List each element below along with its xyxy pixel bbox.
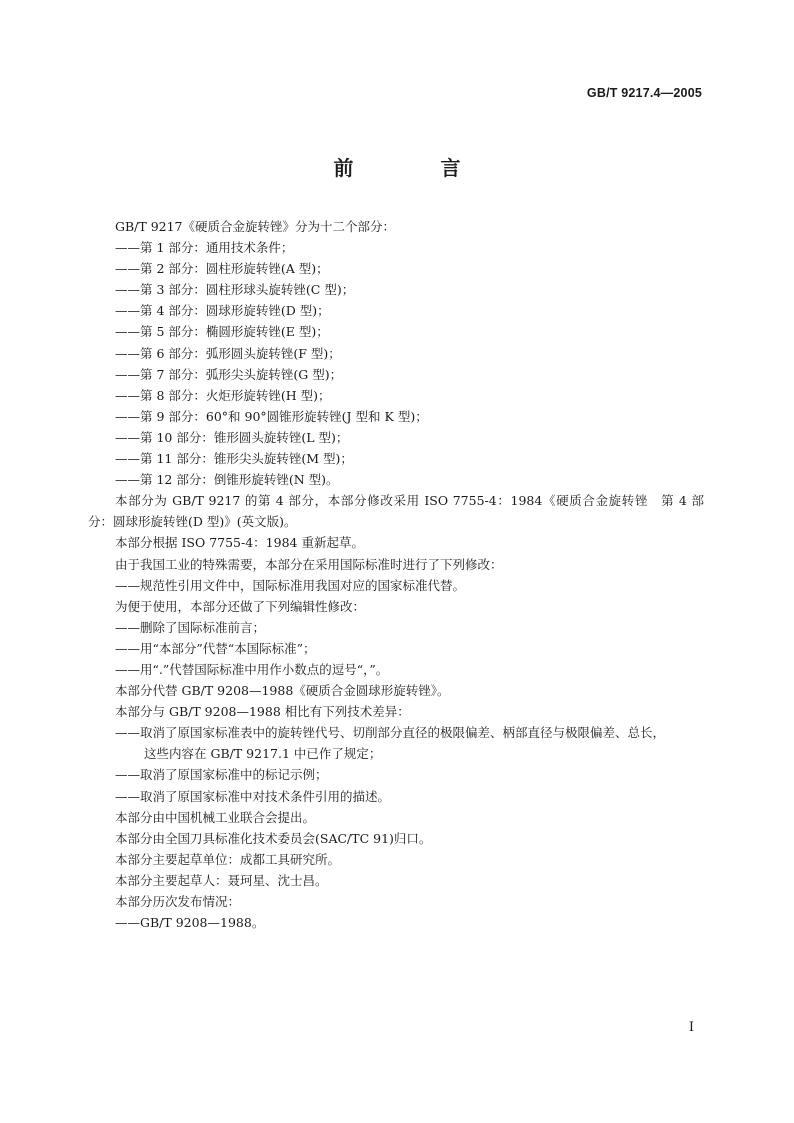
list-item: ——第 6 部分：弧形圆头旋转锉(F 型)； <box>115 345 341 361</box>
paragraph: 本部分代替 GB/T 9208—1988《硬质合金圆球形旋转锉》。 <box>115 683 450 699</box>
paragraph: 本部分由全国刀具标准化技术委员会(SAC/TC 91)归口。 <box>115 830 432 846</box>
paragraph: 本部分历次发布情况： <box>115 894 241 909</box>
paragraph: 本部分根据 ISO 7755-4：1984 重新起草。 <box>115 535 364 551</box>
page-title: 前 言 <box>333 156 501 180</box>
list-item: ——取消了原国家标准中对技术条件引用的描述。 <box>115 788 391 804</box>
list-item: ——第 3 部分：圆柱形球头旋转锉(C 型)； <box>115 282 355 298</box>
list-item: ——取消了原国家标准中的标记示例； <box>115 767 328 783</box>
paragraph: 为便于使用，本部分还做了下列编辑性修改： <box>115 598 366 614</box>
list-item: ——第 8 部分：火炬形旋转锉(H 型)； <box>115 387 331 403</box>
list-item: ——第 4 部分：圆球形旋转锉(D 型)； <box>115 303 330 319</box>
list-item-continuation: 这些内容在 GB/T 9217.1 中已作了规定； <box>144 746 382 762</box>
paragraph: 本部分为 GB/T 9217 的第 4 部分，本部分修改采用 ISO 7755-4：1984《硬质合金旋转锉 第 4 部分：圆球形旋转锉(D 型)》(英文版)。 <box>88 493 704 530</box>
list-item: ——用“.”代替国际标准中用作小数点的逗号“，”。 <box>115 661 389 677</box>
list-item: ——第 1 部分：通用技术条件； <box>115 240 294 256</box>
foreword-body <box>88 216 704 933</box>
list-item: ——第 11 部分：锥形尖头旋转锉(M 型)； <box>115 451 353 467</box>
page-number: I <box>688 1020 694 1035</box>
list-item: ——第 7 部分：弧形尖头旋转锉(G 型)； <box>115 366 343 382</box>
paragraph: 本部分主要起草人：聂珂星、沈士昌。 <box>115 872 328 888</box>
list-item: ——取消了原国家标准表中的旋转锉代号、切削部分直径的极限偏差、柄部直径与极限偏差、总长， <box>115 725 666 741</box>
list-item: ——第 9 部分：60°和 90°圆锥形旋转锉(J 型和 K 型)； <box>115 408 428 424</box>
list-item: ——删除了国际标准前言； <box>115 619 266 635</box>
list-item: ——第 2 部分：圆柱形旋转锉(A 型)； <box>115 261 329 277</box>
list-item: ——第 10 部分：锥形圆头旋转锉(L 型)； <box>115 429 349 445</box>
standard-code: GB/T 9217.4—2005 <box>586 86 702 100</box>
list-item: ——第 5 部分：椭圆形旋转锉(E 型)； <box>115 324 329 340</box>
paragraph: 由于我国工业的特殊需要，本部分在采用国际标准时进行了下列修改： <box>115 556 503 572</box>
paragraph: 本部分由中国机械工业联合会提出。 <box>115 809 316 825</box>
paragraph: 本部分主要起草单位：成都工具研究所。 <box>115 851 341 867</box>
paragraph: GB/T 9217《硬质合金旋转锉》分为十二个部分： <box>115 219 396 234</box>
paragraph: 本部分与 GB/T 9208—1988 相比有下列技术差异： <box>115 704 410 720</box>
list-item: ——第 12 部分：倒锥形旋转锉(N 型)。 <box>115 472 339 488</box>
list-item: ——GB/T 9208—1988。 <box>115 915 265 931</box>
list-item: ——用“本部分”代替“本国际标准”； <box>115 640 316 656</box>
list-item: ——规范性引用文件中，国际标准用我国对应的国家标准代替。 <box>115 577 466 593</box>
